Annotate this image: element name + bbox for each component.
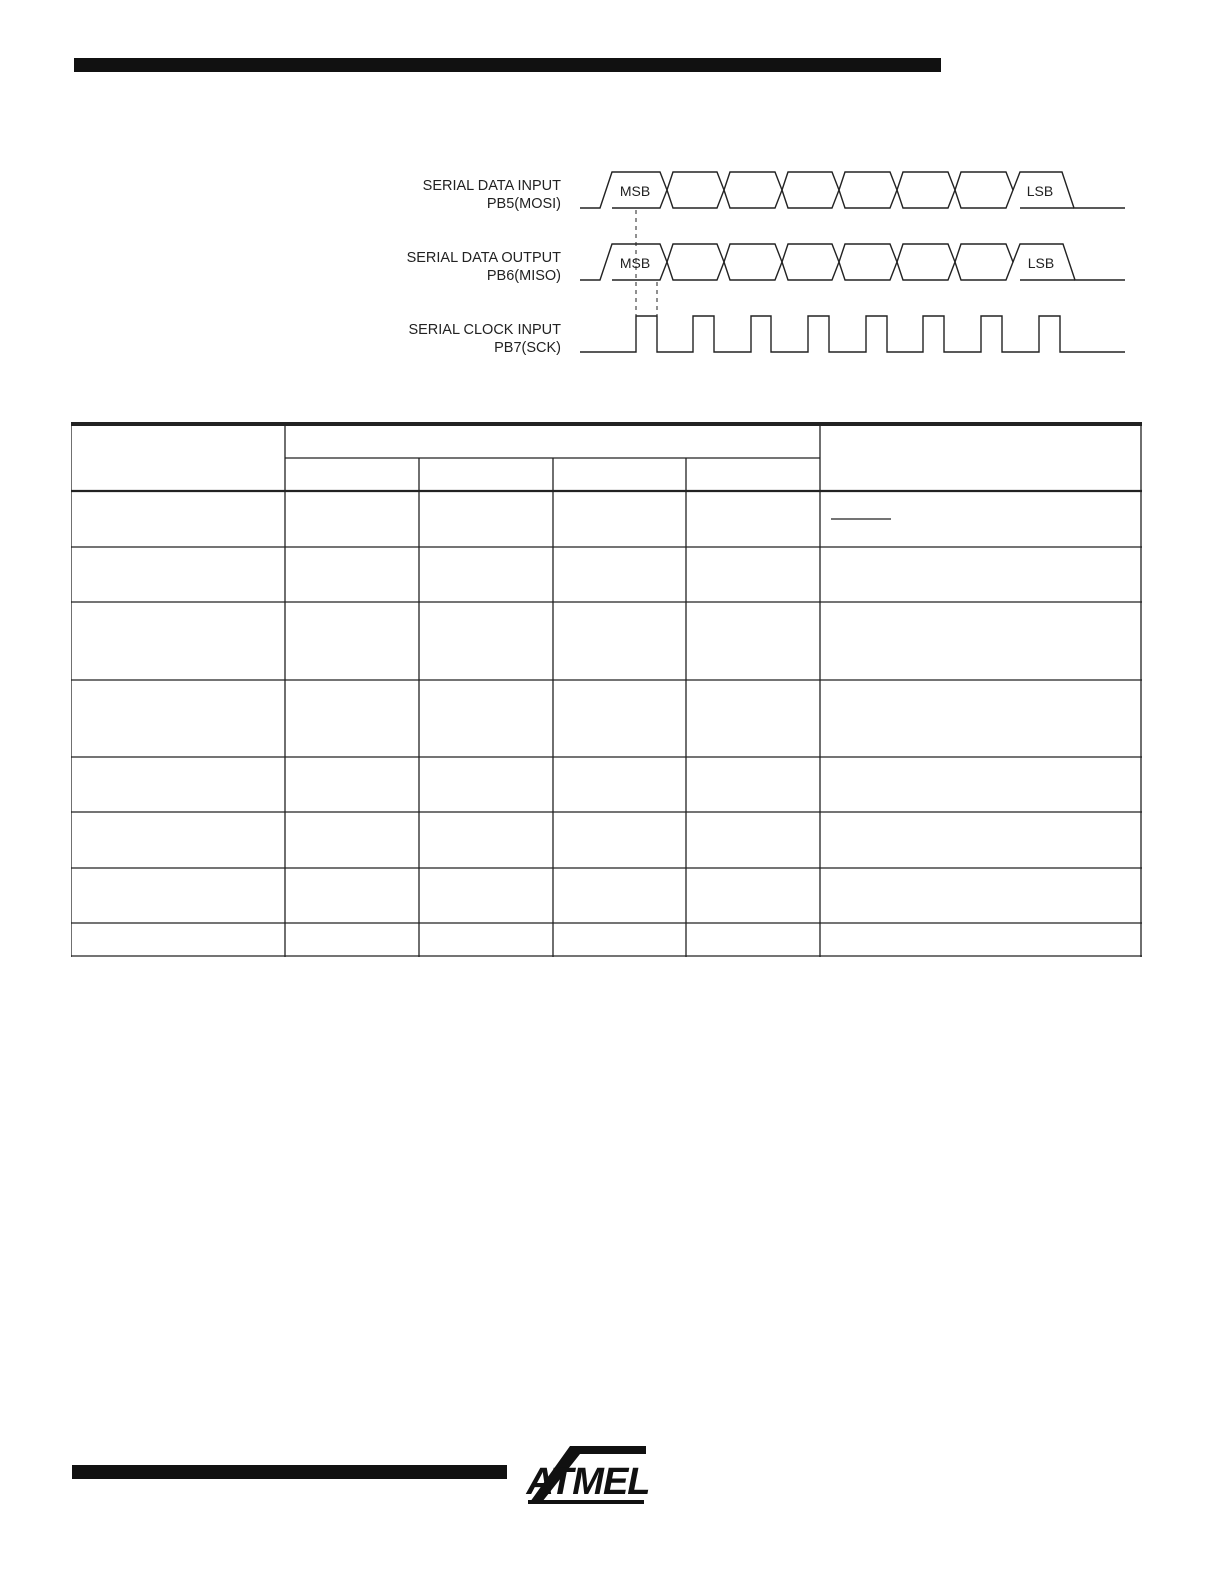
- miso-label-line1: SERIAL DATA OUTPUT: [406, 250, 561, 266]
- mosi-msb-label: MSB: [619, 183, 651, 199]
- header-rule: [74, 58, 941, 72]
- empty-table-grid: [71, 422, 1142, 958]
- sck-label-line2: PB7(SCK): [494, 340, 561, 356]
- svg-text:ATMEL: ATMEL: [526, 1461, 650, 1503]
- miso-msb-label: MSB: [619, 255, 651, 271]
- miso-lsb-label: LSB: [1027, 255, 1055, 271]
- spi-timing-diagram: [380, 160, 1140, 370]
- miso-label-line2: PB6(MISO): [486, 268, 561, 284]
- sck-label-line1: SERIAL CLOCK INPUT: [408, 322, 561, 338]
- mosi-lsb-label: LSB: [1026, 183, 1054, 199]
- footer-rule: [72, 1465, 507, 1479]
- mosi-label-line2: PB5(MOSI): [486, 196, 561, 212]
- mosi-label-line1: SERIAL DATA INPUT: [422, 178, 561, 194]
- sck-waveform: [580, 316, 1125, 352]
- atmel-logo: [520, 1440, 650, 1506]
